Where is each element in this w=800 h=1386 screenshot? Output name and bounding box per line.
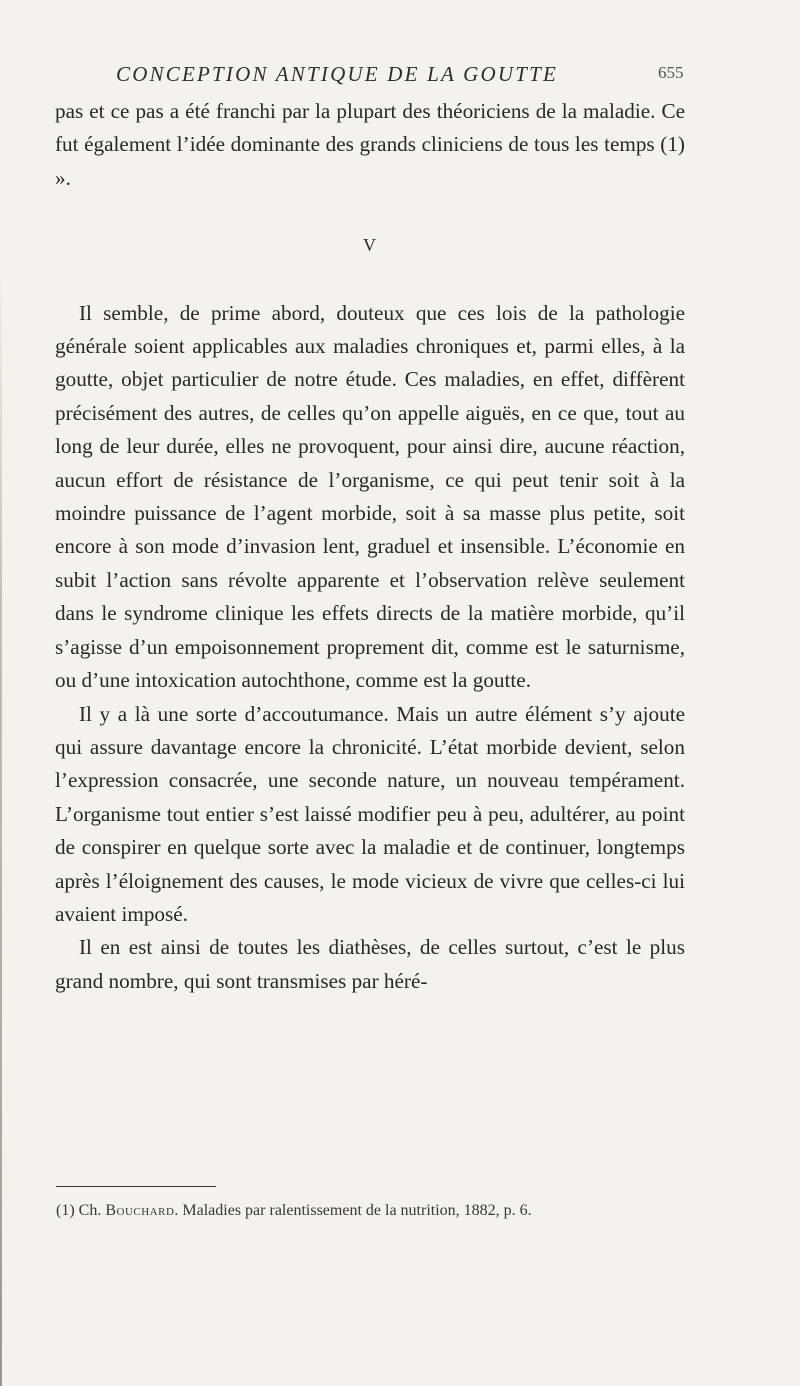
footnote-marker: (1) Ch. bbox=[56, 1202, 102, 1219]
running-title: CONCEPTION ANTIQUE DE LA GOUTTE bbox=[116, 62, 558, 86]
paragraph: Il semble, de prime abord, douteux que ces lois de la pathologie générale soient applicables aux maladies chroniques et, parmi elles, à la goutte, objet particulier de notre étude. Ces maladies, en effet, diffèrent précisément des autres, de celles qu’on appelle aiguës, en ce que, tout au long de leur durée, elles ne provoquent, pour ainsi dire, aucune réaction, aucun effort de résistance de l’organisme, ce qui peut tenir soit à la moindre puissance de l’agent morbide, soit à sa masse plus petite, soit encore à son mode d’invasion lent, graduel et insensible. L’économie en subit l’action sans révolte apparente et l’observation relève seulement dans le syndrome clinique les effets directs de la matière morbide, qu’il s’agisse d’un empoisonnement proprement dit, comme est le saturnisme, ou d’une intoxication autochthone, comme est la goutte. bbox=[55, 300, 685, 693]
footnote-author: Bouchard bbox=[105, 1202, 175, 1219]
paragraph-continuation: pas et ce pas a été franchi par la plupart des théoriciens de la maladie. Ce fut également l’idée dominante des grands cliniciens de tous les temps (1) ». bbox=[55, 99, 685, 190]
section-number: V bbox=[363, 235, 377, 256]
body-text bbox=[55, 95, 685, 998]
footnote-divider bbox=[56, 1186, 216, 1187]
footnote-text: . Maladies par ralentissement de la nutrition, 1882, p. 6. bbox=[174, 1202, 532, 1219]
page-edge-shadow bbox=[0, 270, 2, 1386]
page-header bbox=[0, 62, 800, 94]
paragraph: Il y a là une sorte d’accoutumance. Mais un autre élément s’y ajoute qui assure davantage encore la chronicité. L’état morbide devient, selon l’expression consacrée, une seconde nature, un nouveau tempérament. L’organisme tout entier s’est laissé modifier peu à peu, adultérer, au point de conspirer en quelque sorte avec la maladie et de continuer, longtemps après l’éloignement des causes, le mode vicieux de vivre que celles-ci lui avaient imposé. bbox=[55, 701, 685, 926]
page-number: 655 bbox=[658, 63, 684, 82]
footnote bbox=[56, 1200, 686, 1222]
paragraph: Il en est ainsi de toutes les diathèses, de celles surtout, c’est le plus grand nombre, qui sont transmises par héré- bbox=[55, 935, 685, 993]
